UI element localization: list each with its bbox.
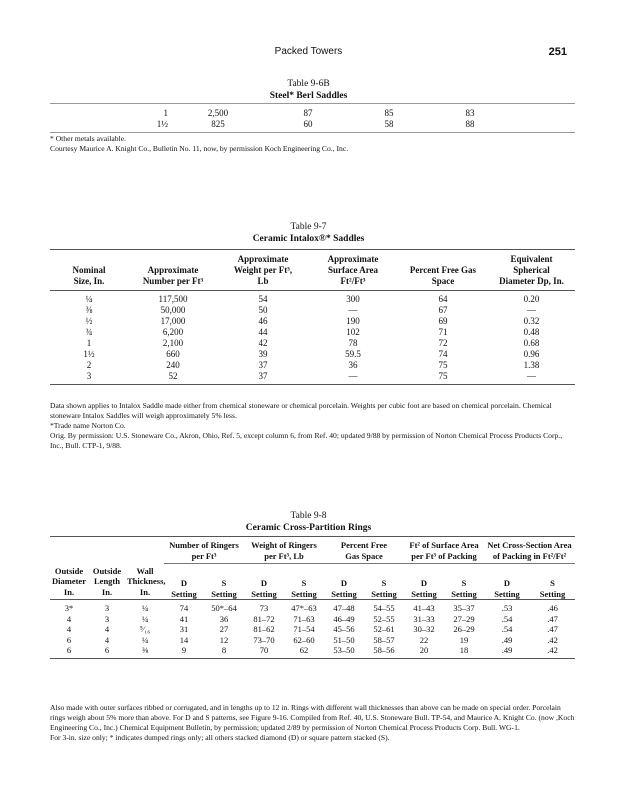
table-cell: 20 [419,645,429,655]
table-cell: .46 [547,603,558,613]
table-note: Also made with outer surfaces ribbed or corrugated, and in lengths up to 12 in. Rings with different wall thicknesses than above can be made on special order. Porcelain rings weigh about 5% more than above. For D and S patterns, see Figure 9-16. Compiled from Ref. 40, U.S. Stoneware Bull. TP-54, and Maurice A. Knight Co. (now ,Koch Engineering Co., Inc.) Chemical Equipment Bulletin, by permission; updated 2/89 by permission of Norton Chemical Process Products Corp. Bull. WG-1. [50,703,575,732]
table-cell: 117,500 [158,294,188,304]
table-cell: .49 [501,634,513,645]
table-cell: 59.5 [345,349,361,359]
table-row [50,327,575,338]
table-row [50,338,575,349]
column-header: S Setting [451,578,477,599]
table-row [50,108,575,119]
table-cell: 1 [163,108,168,118]
table-cell: 60 [303,119,313,129]
table-cell: .54 [501,624,513,634]
table-cell: 190 [346,316,360,326]
page-number: 251 [548,46,567,58]
column-header: Equivalent Spherical Diameter Dp, In. [499,254,564,286]
table-9-6b [50,108,575,130]
table-9-6b-caption [0,78,617,102]
table-cell: 45–56 [333,624,355,634]
table-cell: 3 [104,603,110,613]
table-note: Orig. By permission: U.S. Stoneware Co., Akron, Ohio, Ref. 5, except column 6, from Ref. 40; updated 9/88 by permission of Norton Chemical Process Products Corp., Inc., Bull. CTP-1, 9/88. [50,431,563,450]
table-header-row [50,254,575,291]
table-cell: ⅜ [141,645,149,655]
column-header: Percent Free Gas Space [409,265,477,286]
column-header: D Setting [251,578,277,599]
table-cell: 42 [258,338,268,348]
table-cell: 81–62 [253,624,275,634]
column-header: D Setting [494,578,520,599]
table-header-row [50,564,575,600]
column-header: Nominal Size, In. [72,265,106,286]
table-cell: 62 [299,645,309,655]
table-cell: 47*–63 [291,603,317,613]
table-cell: 41 [179,613,189,624]
table-cell: 0.48 [523,327,540,337]
table-cell: 825 [211,119,225,129]
table-cell: 22 [419,634,429,645]
table-cell: 1.38 [523,360,540,370]
table-cell: — [348,371,358,381]
table-cell: 0.32 [523,316,540,326]
table-number: Table 9-8 [290,511,327,521]
table-cell: 3 [104,613,110,624]
table-cell: 87 [303,108,313,118]
table-cell: 71–54 [293,624,315,634]
table-cell: 41–43 [413,603,435,613]
table-cell: 6 [104,645,110,655]
table-cell: 1½ [83,349,95,359]
table-cell: 9 [181,645,187,655]
table-cell: 2 [86,360,92,370]
table-cell: 35–37 [453,603,475,613]
table-cell: — [527,371,536,381]
table-row [50,635,575,646]
table-cell: ⁵⁄₁₆ [139,624,151,634]
table-row [50,316,575,327]
table-cell: ¼ [85,294,93,304]
table-header-row [50,540,575,564]
table-cell: 6,200 [162,327,184,337]
table-cell: .42 [547,634,558,645]
column-header: Approximate Surface Area Ft²/Ft³ [327,254,379,286]
table-cell: 0.20 [523,294,540,304]
table-cell: 70 [259,645,269,655]
table-note: *Trade name Norton Co. [50,421,126,430]
table-cell: 12 [219,634,229,645]
table-cell: 4 [66,613,72,624]
column-header: S Setting [291,578,317,599]
table-cell: 27–29 [453,613,475,624]
table-cell: 64 [438,294,448,304]
table-cell: — [527,305,536,315]
table-cell: 75 [438,371,448,381]
table-cell: 58 [384,119,394,129]
table-cell: 54–55 [373,603,395,613]
table-cell: 58–57 [373,634,395,645]
table-cell: 51–50 [333,634,355,645]
table-cell: 73–70 [253,634,275,645]
column-header: Outside Length In. [92,565,122,597]
table-cell: 71–63 [293,613,315,624]
table-cell: 78 [348,338,358,348]
table-cell: 31–33 [413,613,435,624]
table-row [50,645,575,658]
table-cell: 47–48 [333,603,355,613]
table-cell: 37 [258,371,268,381]
table-title: Ceramic Intalox®* Saddles [252,234,365,244]
table-title: Ceramic Cross-Partition Rings [245,523,372,533]
table-cell: .47 [547,613,558,624]
column-group-header: Weight of Ringers per Ft³, Lb [244,540,324,564]
table-cell: 85 [384,108,394,118]
table-cell: 75 [438,360,448,370]
table-cell: ½ [85,316,93,326]
table-cell: 62–60 [293,634,315,645]
table-row [50,349,575,360]
table-cell: 83 [465,108,475,118]
table-cell: ¼ [141,603,149,613]
column-header: Wall Thickness, In. [127,565,166,597]
table-cell: 6 [66,645,72,655]
table-row [50,624,575,635]
table-cell: .53 [501,603,513,613]
table-cell: 30–32 [413,624,435,634]
table-cell: 240 [166,360,180,370]
column-header: D Setting [171,578,197,599]
table-title: Steel* Berl Saddles [269,91,348,101]
table-cell: 3* [64,603,74,613]
table-rule [50,249,575,250]
table-cell: .42 [547,645,558,655]
column-group-header: Percent Free Gas Space [324,540,404,564]
table-cell: 26–29 [453,624,475,634]
table-cell: 300 [346,294,360,304]
table-cell: 18 [459,645,469,655]
table-cell: 1½ [156,119,168,129]
column-header: S Setting [371,578,397,599]
table-cell: 50,000 [160,305,186,315]
table-cell: .49 [501,645,513,655]
table-cell: 52–61 [373,624,395,634]
table-9-8 [50,540,575,659]
table-cell: 52 [168,371,178,381]
table-cell: 660 [166,349,180,359]
table-cell: 50 [258,305,268,315]
table-row [50,360,575,371]
table-cell: 69 [438,316,448,326]
column-header: S Setting [211,578,237,599]
column-group-header: Ft² of Surface Area per Ft³ of Packing [404,540,484,564]
table-cell: 52–55 [373,613,395,624]
table-cell: 37 [258,360,268,370]
table-note: For 3-in. size only; * indicates dumped rings only; all others stacked diamond (D) or square pattern stacked (S). [50,733,390,742]
table-row [50,305,575,316]
table-9-6b-footnotes [50,134,575,154]
table-rule [50,132,575,133]
table-cell: 81–72 [253,613,275,624]
column-group-header: Number of Ringers per Ft³ [164,540,244,564]
table-cell: ¼ [141,634,149,645]
table-9-8-notes [50,703,575,743]
table-cell: 4 [66,624,72,634]
table-cell: 14 [179,634,189,645]
table-cell: 27 [219,624,229,634]
running-title: Packed Towers [274,46,343,57]
table-cell: 0.68 [523,338,540,348]
table-cell: 17,000 [160,316,186,326]
page-header [0,46,617,62]
table-cell: 73 [259,603,269,613]
table-cell: 88 [465,119,475,129]
table-cell: 6 [66,634,72,645]
table-9-8-caption [0,510,617,534]
table-row [50,371,575,385]
column-header: Outside Diameter In. [52,565,86,597]
table-9-7-caption [0,221,617,245]
table-cell: .47 [547,624,558,634]
column-header: D Setting [331,578,357,599]
footnote: * Other metals available. [50,134,126,143]
table-cell: ¼ [141,613,149,624]
table-rule [50,536,575,537]
table-row [50,600,575,614]
table-cell: 67 [438,305,448,315]
table-9-7 [50,254,575,385]
table-cell: 19 [459,634,469,645]
table-row [50,119,575,130]
table-cell: ⅜ [85,305,93,315]
table-row [50,291,575,306]
table-cell: 3 [86,371,92,381]
table-cell: 1 [86,338,92,348]
table-cell: 72 [438,338,448,348]
table-cell: 54 [258,294,268,304]
table-cell: 46–49 [333,613,355,624]
table-cell: 102 [346,327,360,337]
table-number: Table 9-6B [287,79,330,89]
table-cell: 53–50 [333,645,355,655]
table-cell: 74 [438,349,448,359]
table-cell: 36 [219,613,229,624]
table-cell: 74 [179,603,189,613]
table-number: Table 9-7 [290,222,327,232]
table-cell: 31 [179,624,189,634]
table-rule [50,103,575,104]
table-cell: — [348,305,358,315]
table-cell: 4 [104,624,110,634]
column-group-header: Net Cross-Section Area of Packing in Ft²/Ft² [484,540,575,564]
footnote: Courtesy Maurice A. Knight Co., Bulletin No. 11, now, by permission Koch Engineering Co., Inc. [50,144,349,153]
table-cell: 2,500 [207,108,229,118]
column-header: Approximate Weight per Ft³, Lb [233,254,293,286]
table-cell: 44 [258,327,268,337]
table-cell: 71 [438,327,448,337]
table-cell: 0.96 [523,349,540,359]
table-cell: 8 [221,645,227,655]
column-header: D Setting [411,578,437,599]
table-cell: 4 [104,634,110,645]
table-cell: 58–56 [373,645,395,655]
table-row [50,614,575,625]
table-9-7-notes [50,401,575,451]
table-cell: 46 [258,316,268,326]
table-cell: 36 [348,360,358,370]
column-header: S Setting [539,578,566,599]
table-note: Data shown applies to Intalox Saddle made either from chemical stoneware or chemical porcelain. Weights per cubic foot are based on chemical porcelain. Chemical stoneware Intalox Saddles will weigh approximately 5% less. [50,401,552,420]
table-cell: 2,100 [162,338,184,348]
table-cell: 50*–64 [211,603,237,613]
table-cell: 39 [258,349,268,359]
table-cell: .54 [501,613,513,624]
column-header: Approximate Number per Ft³ [142,265,204,286]
table-cell: ¾ [85,327,93,337]
